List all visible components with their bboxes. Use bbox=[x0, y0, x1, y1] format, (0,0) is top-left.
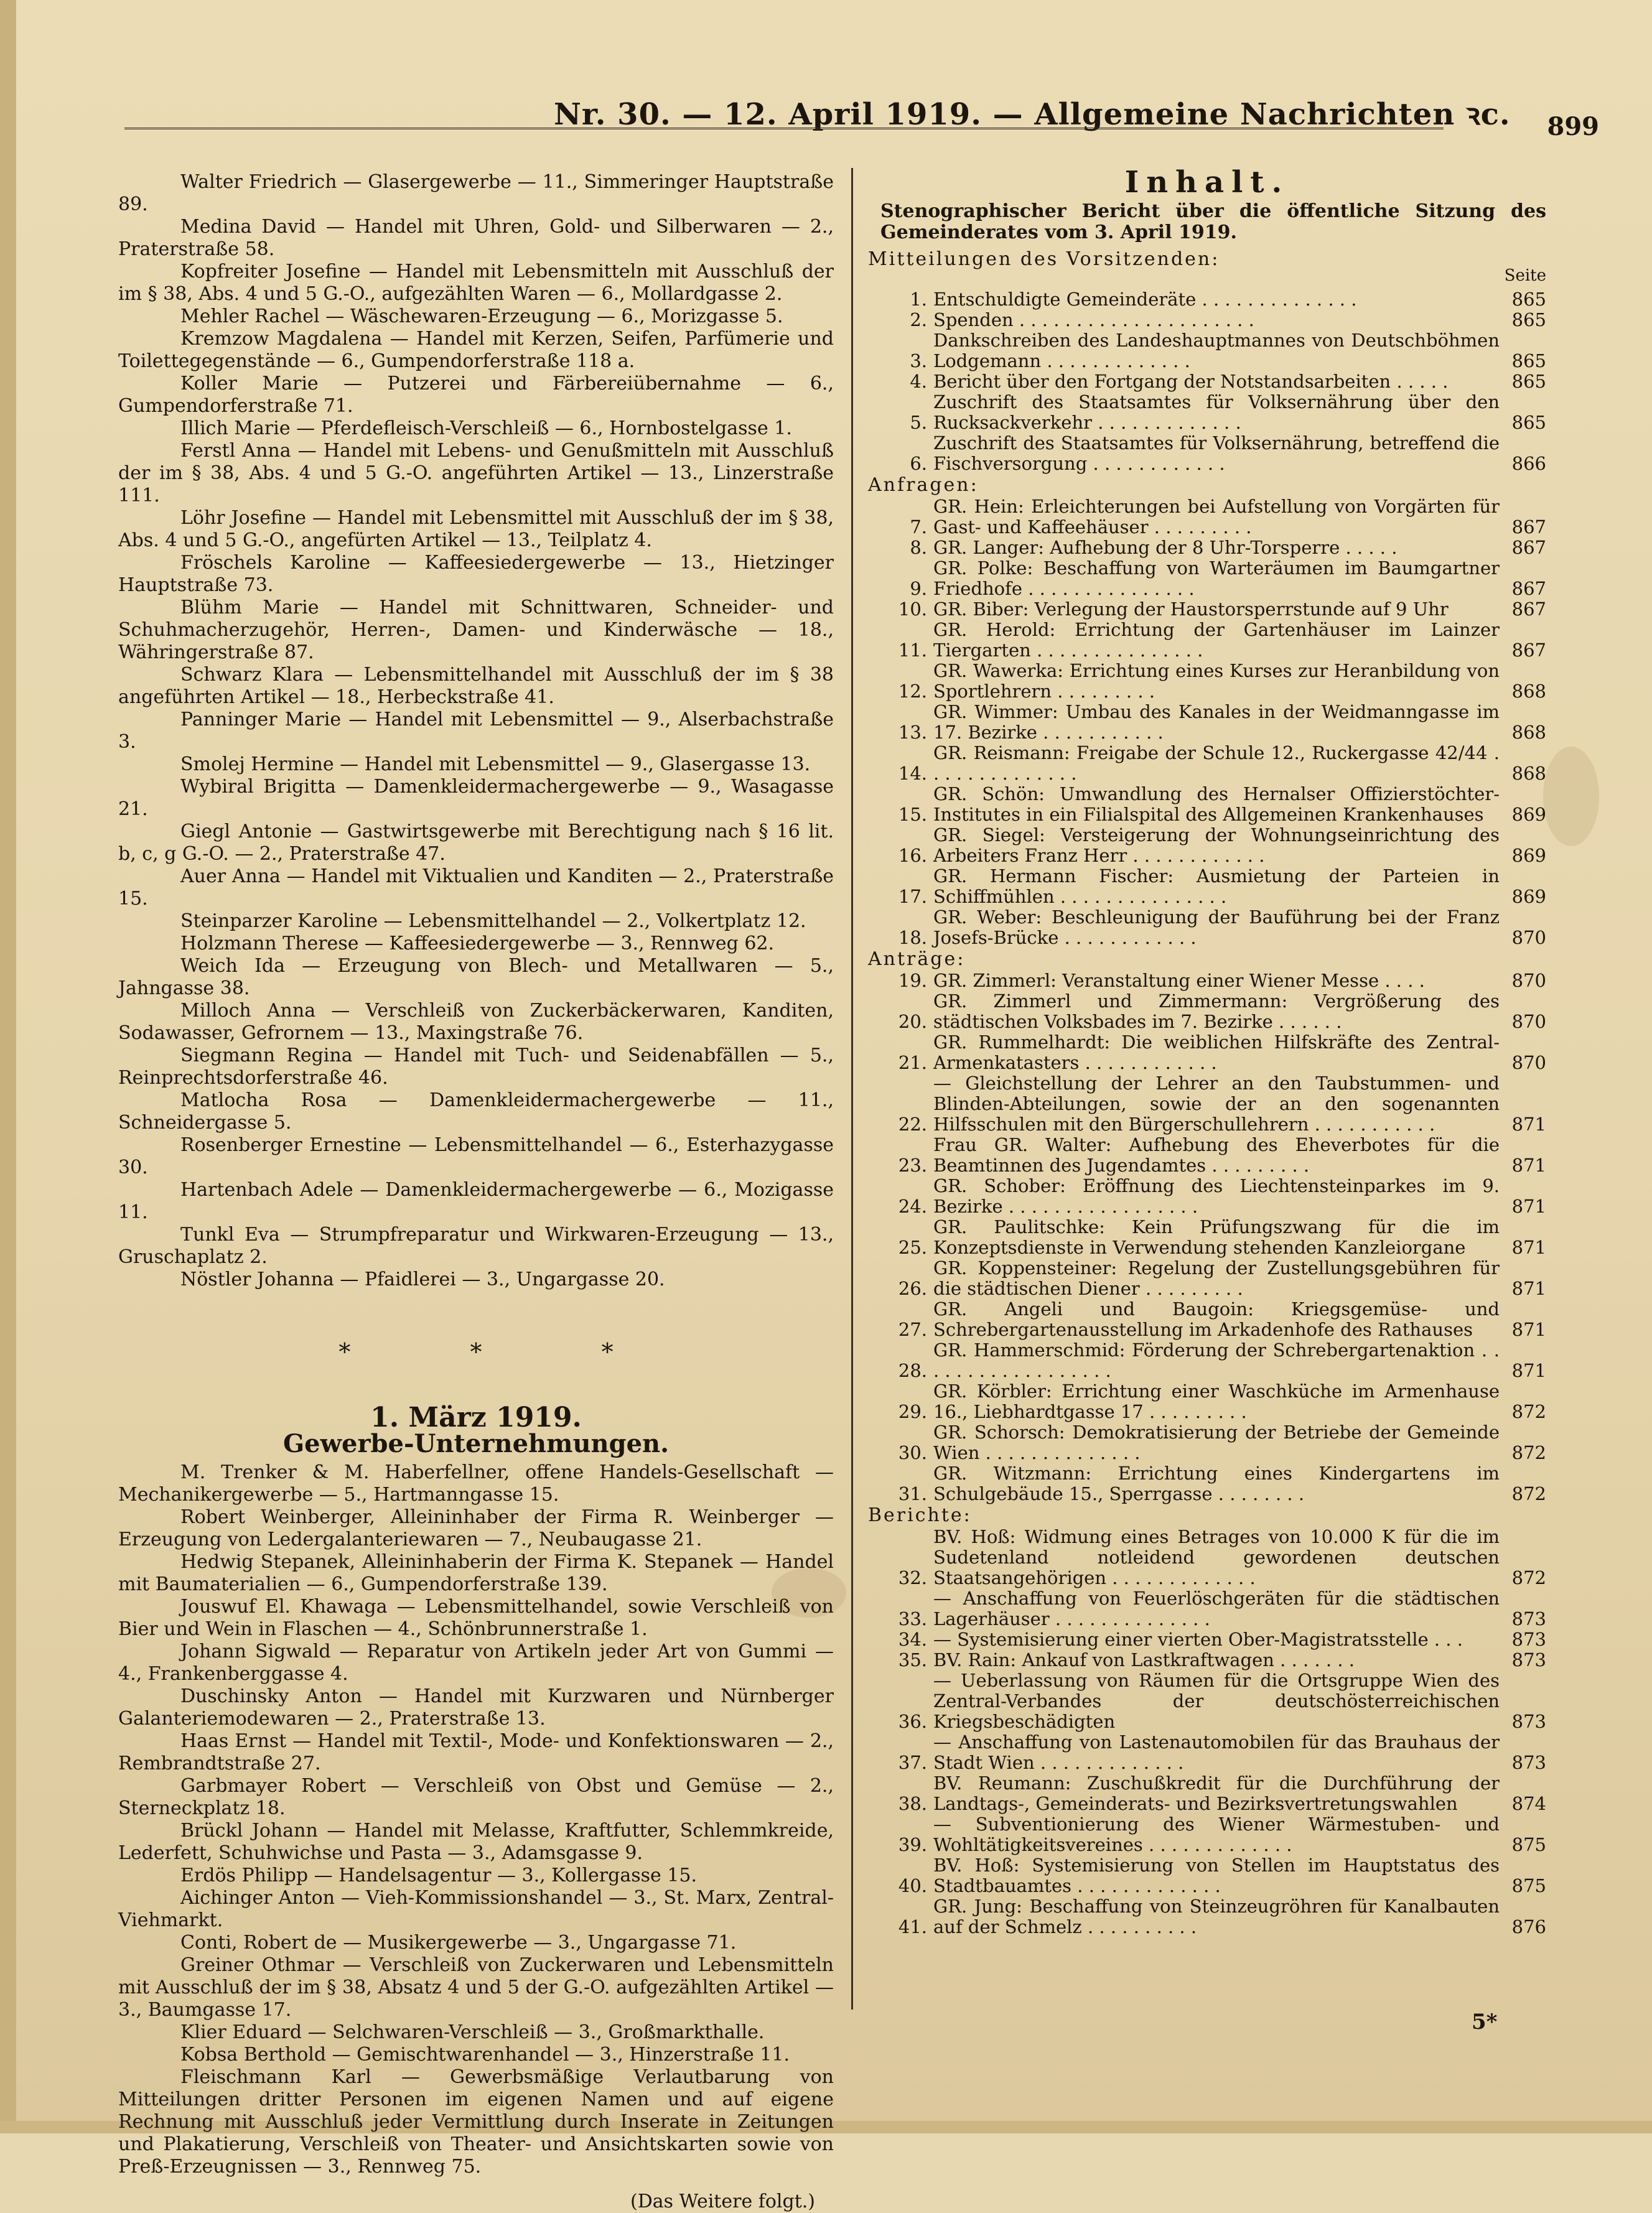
toc-item-page: 873 bbox=[1511, 1608, 1546, 1629]
toc-item-number: 12. bbox=[898, 681, 927, 702]
toc-item-text: Zuschrift des Staatsamtes für Volksernährung über den Rucksackverkehr . . . . . . . . . . . . . bbox=[933, 391, 1500, 433]
business-entry: Panninger Marie — Handel mit Lebensmittel — 9., Alserbachstraße 3. bbox=[118, 709, 834, 753]
toc-item-text: GR. Rummelhardt: Die weiblichen Hilfskräfte des Zentral-Armenkatasters . . . . . . . . . . . . bbox=[933, 1032, 1500, 1073]
business-entry: Haas Ernst — Handel mit Textil-, Mode- und Konfektionswaren — 2., Rembrandtstraße 27. bbox=[118, 1730, 834, 1774]
toc-item-text: — Ueberlassung von Räumen für die Ortsgruppe Wien des Zentral-Verbandes der deutschösterreichischen Kriegsbeschädigten bbox=[933, 1670, 1500, 1732]
toc-item-text: GR. Hermann Fischer: Ausmietung der Parteien in Schiffmühlen . . . . . . . . . . . . . . . bbox=[933, 865, 1500, 907]
business-entry: Wybiral Brigitta — Damenkleidermachergewerbe — 9., Wasagasse 21. bbox=[118, 776, 834, 820]
toc-item bbox=[868, 1073, 1546, 1135]
toc-item-number: 18. bbox=[898, 927, 927, 948]
toc-item bbox=[868, 1855, 1546, 1896]
toc-item-number: 36. bbox=[898, 1711, 927, 1732]
toc-item-number: 25. bbox=[898, 1237, 927, 1258]
toc-item-number: 29. bbox=[898, 1401, 927, 1422]
toc-item-page: 869 bbox=[1511, 804, 1546, 825]
toc-item bbox=[868, 1299, 1546, 1340]
toc-item bbox=[868, 825, 1546, 866]
toc-item-number: 35. bbox=[898, 1649, 927, 1670]
toc-item bbox=[868, 1176, 1546, 1217]
toc-item-number: 17. bbox=[898, 886, 927, 907]
toc-item bbox=[868, 538, 1546, 558]
toc-item-number: 8. bbox=[910, 537, 927, 558]
toc-item-text: GR. Herold: Errichtung der Gartenhäuser im Lainzer Tiergarten . . . . . . . . . . . . . . . bbox=[933, 619, 1500, 661]
toc-item-number: 3. bbox=[910, 350, 927, 371]
toc-group-title: Mitteilungen des Vorsitzenden: bbox=[868, 248, 1220, 270]
toc-item-number: 38. bbox=[898, 1793, 927, 1814]
toc-item bbox=[868, 1217, 1546, 1258]
toc-item-number: 28. bbox=[898, 1360, 927, 1381]
toc-item-text: BV. Hoß: Widmung eines Betrages von 10.000 K für die im Sudetenland notleidend gewordenen deutschen Staatsangehörigen . . . . . . . . . . . . . bbox=[933, 1526, 1500, 1588]
toc-item-number: 32. bbox=[898, 1567, 927, 1588]
toc-item bbox=[868, 496, 1546, 538]
toc-item-number: 16. bbox=[898, 845, 927, 866]
business-entry: Walter Friedrich — Glasergewerbe — 11., Simmeringer Hauptstraße 89. bbox=[118, 171, 834, 215]
toc-item-text: GR. Schorsch: Demokratisierung der Betriebe der Gemeinde Wien . . . . . . . . . . . . . . bbox=[933, 1422, 1500, 1463]
toc-item-page: 870 bbox=[1511, 927, 1546, 948]
toc-item-number: 30. bbox=[898, 1442, 927, 1463]
business-entry: Fleischmann Karl — Gewerbsmäßige Verlautbarung von Mitteilungen dritter Personen im eigenen Namen und auf eigene Rechnung mit Ausschluß jeder Vermittlung durch Inserate in Zeitungen und Plakatierung, Verschleiß von Theater- und Ansichtskarten sowie von Preß-Erzeugnissen — 3., Rennweg 75. bbox=[118, 2066, 834, 2178]
toc-item-text: — Systemisierung einer vierten Ober-Magistratsstelle . . . bbox=[933, 1629, 1463, 1650]
toc-item-text: GR. Weber: Beschleunigung der Bauführung bei der Franz Josefs-Brücke . . . . . . . . . . . . bbox=[933, 906, 1500, 948]
business-entry: Aichinger Anton — Vieh-Kommissionshandel — 3., St. Marx, Zentral-Viehmarkt. bbox=[118, 1887, 834, 1931]
header-rule bbox=[124, 128, 1444, 129]
toc-item bbox=[868, 289, 1546, 310]
section-heading: Gewerbe-Unternehmungen. bbox=[282, 1429, 670, 1458]
toc-item-page: 871 bbox=[1511, 1155, 1546, 1176]
toc-item-page: 873 bbox=[1511, 1711, 1546, 1732]
business-entry: Schwarz Klara — Lebensmittelhandel mit Ausschluß der im § 38 angeführten Artikel — 18., Herbeckstraße 41. bbox=[118, 664, 834, 708]
toc-item-number: 40. bbox=[898, 1875, 927, 1896]
toc-heading: Inhalt. bbox=[1124, 165, 1290, 200]
toc-item bbox=[868, 1629, 1546, 1650]
toc-item-text: GR. Jung: Beschaffung von Steinzeugröhren für Kanalbauten auf der Schmelz . . . . . . . . . . bbox=[933, 1896, 1500, 1937]
toc-item bbox=[868, 330, 1546, 371]
toc-item-text: GR. Paulitschke: Kein Prüfungszwang für die im Konzeptsdienste in Verwendung stehenden Kanzleiorgane bbox=[933, 1216, 1500, 1258]
toc-item-text: GR. Schön: Umwandlung des Hernalser Offizierstöchter-Institutes in ein Filialspital des Allgemeinen Krankenhauses bbox=[933, 783, 1500, 825]
toc-item bbox=[868, 310, 1546, 330]
toc-item-text: GR. Hammerschmid: Förderung der Schrebergartenaktion . . . . . . . . . . . . . . . . . . bbox=[933, 1339, 1500, 1381]
business-entry: Steinparzer Karoline — Lebensmittelhandel — 2., Volkertplatz 12. bbox=[180, 910, 806, 932]
left-column bbox=[118, 171, 834, 2213]
toc-item-page: 867 bbox=[1511, 578, 1546, 599]
toc-item-page: 875 bbox=[1511, 1834, 1546, 1855]
toc-item bbox=[868, 371, 1546, 392]
business-entry: Johann Sigwald — Reparatur von Artikeln jeder Art von Gummi — 4., Frankenberggasse 4. bbox=[118, 1641, 834, 1685]
business-entry: Medina David — Handel mit Uhren, Gold- und Silberwaren — 2., Praterstraße 58. bbox=[118, 216, 834, 260]
business-entry: Mehler Rachel — Wäschewaren-Erzeugung — 6., Morizgasse 5. bbox=[180, 305, 783, 327]
toc-item-number: 37. bbox=[898, 1752, 927, 1773]
toc-item bbox=[868, 1732, 1546, 1773]
toc-item-page: 865 bbox=[1511, 371, 1546, 392]
business-list-b bbox=[118, 1461, 834, 2178]
toc-item bbox=[868, 558, 1546, 599]
toc-item bbox=[868, 1773, 1546, 1814]
toc-item bbox=[868, 1896, 1546, 1937]
toc-item bbox=[868, 1670, 1546, 1732]
toc-item-number: 9. bbox=[910, 578, 927, 599]
toc-group-title: Anträge: bbox=[868, 948, 966, 970]
toc-item-number: 10. bbox=[898, 599, 927, 620]
toc-item-page: 870 bbox=[1511, 970, 1546, 991]
toc-item bbox=[868, 971, 1546, 991]
toc-item-number: 13. bbox=[898, 722, 927, 743]
toc-item bbox=[868, 866, 1546, 907]
toc-item-text: BV. Rain: Ankauf von Lastkraftwagen . . . . . . . bbox=[933, 1649, 1355, 1670]
toc-item-text: GR. Reismann: Freigabe der Schule 12., Ruckergasse 42/44 . . . . . . . . . . . . . . bbox=[933, 742, 1500, 784]
toc-item-page: 874 bbox=[1511, 1793, 1546, 1814]
toc-item-page: 867 bbox=[1511, 516, 1546, 538]
toc-item-number: 15. bbox=[898, 804, 927, 825]
toc-item-number: 14. bbox=[898, 763, 927, 784]
toc-groups bbox=[868, 248, 1546, 1937]
business-entry: Brückl Johann — Handel mit Melasse, Kraftfutter, Schlemmkreide, Lederfett, Schuhwichse und Pasta — 3., Adamsgasse 9. bbox=[118, 1820, 834, 1864]
business-entry: Nöstler Johanna — Pfaidlerei — 3., Ungargasse 20. bbox=[180, 1269, 665, 1290]
toc-item-text: — Anschaffung von Feuerlöschgeräten für die städtischen Lagerhäuser . . . . . . . . . . . . . . bbox=[933, 1588, 1500, 1629]
business-entry: Löhr Josefine — Handel mit Lebensmittel mit Ausschluß der im § 38, Abs. 4 und 5 G.-O., angefürten Artikel — 13., Teilplatz 4. bbox=[118, 507, 834, 551]
toc-item-page: 868 bbox=[1511, 722, 1546, 743]
toc-item-text: GR. Zimmerl und Zimmermann: Vergrößerung des städtischen Volksbades im 7. Bezirke . . . . . . bbox=[933, 990, 1500, 1032]
business-entry: Ferstl Anna — Handel mit Lebens- und Genußmitteln mit Ausschluß der im § 38, Abs. 4 und 5 G.-O. angeführten Artikel — 13., Linzerstraße 111. bbox=[118, 440, 834, 506]
toc-item-text: Zuschrift des Staatsamtes für Volksernährung, betreffend die Fischversorgung . . . . . . . . . . . . bbox=[933, 432, 1500, 474]
date-heading: 1. März 1919. bbox=[370, 1402, 582, 1433]
header-title: Nr. 30. — 12. April 1919. — Allgemeine Nachrichten ꝛc. bbox=[554, 97, 1511, 132]
column-divider bbox=[851, 168, 853, 2010]
continuation-note: (Das Weitere folgt.) bbox=[630, 2191, 815, 2212]
business-entry: Kremzow Magdalena — Handel mit Kerzen, Seifen, Parfümerie und Toilettegegenstände — 6., Gumpendorferstraße 118 a. bbox=[118, 328, 834, 372]
toc-item bbox=[868, 1032, 1546, 1073]
toc-item bbox=[868, 743, 1546, 784]
toc-item-text: GR. Langer: Aufhebung der 8 Uhr-Torsperre . . . . . bbox=[933, 537, 1398, 558]
toc-item-page: 876 bbox=[1511, 1916, 1546, 1937]
toc-item bbox=[868, 1650, 1546, 1670]
toc-item-number: 4. bbox=[910, 371, 927, 392]
toc-item-page: 865 bbox=[1511, 309, 1546, 330]
toc-item-page: 873 bbox=[1511, 1649, 1546, 1670]
toc-item-page: 865 bbox=[1511, 289, 1546, 310]
toc-item bbox=[868, 991, 1546, 1032]
toc-item-text: — Anschaffung von Lastenautomobilen für das Brauhaus der Stadt Wien . . . . . . . . . . . . . bbox=[933, 1731, 1500, 1773]
business-entry: Fröschels Karoline — Kaffeesiedergewerbe — 13., Hietzinger Hauptstraße 73. bbox=[118, 552, 834, 596]
toc-item bbox=[868, 661, 1546, 702]
business-entry: Garbmayer Robert — Verschleiß von Obst und Gemüse — 2., Sterneckplatz 18. bbox=[118, 1775, 834, 1819]
toc-item-page: 870 bbox=[1511, 1011, 1546, 1032]
business-entry: Hartenbach Adele — Damenkleidermachergewerbe — 6., Mozigasse 11. bbox=[118, 1179, 834, 1223]
toc-item-number: 21. bbox=[898, 1052, 927, 1073]
toc-item-number: 19. bbox=[898, 970, 927, 991]
toc-item-page: 875 bbox=[1511, 1875, 1546, 1896]
toc-group-title: Berichte: bbox=[868, 1504, 972, 1526]
toc-item-page: 869 bbox=[1511, 845, 1546, 866]
toc-item-number: 7. bbox=[910, 516, 927, 538]
toc-item-page: 872 bbox=[1511, 1567, 1546, 1588]
toc-item-number: 24. bbox=[898, 1196, 927, 1217]
business-entry: Smolej Hermine — Handel mit Lebensmittel — 9., Glasergasse 13. bbox=[180, 753, 811, 775]
toc-item bbox=[868, 1422, 1546, 1463]
toc-item bbox=[868, 1340, 1546, 1381]
toc-item bbox=[868, 620, 1546, 661]
business-entry: Giegl Antonie — Gastwirtsgewerbe mit Berechtigung nach § 16 lit. b, c, g G.-O. — 2., Praterstraße 47. bbox=[118, 821, 834, 865]
toc-item-page: 867 bbox=[1511, 537, 1546, 558]
toc-item-text: GR. Siegel: Versteigerung der Wohnungseinrichtung des Arbeiters Franz Herr . . . . . . . . . . . . bbox=[933, 824, 1500, 866]
toc-item-text: GR. Angeli und Baugoin: Kriegsgemüse- und Schrebergartenausstellung im Arkadenhofe des Rathauses bbox=[933, 1298, 1500, 1340]
toc-item-page: 871 bbox=[1511, 1196, 1546, 1217]
business-entry: Hedwig Stepanek, Alleininhaberin der Firma K. Stepanek — Handel mit Baumaterialien — 6., Gumpendorferstraße 139. bbox=[118, 1551, 834, 1595]
toc-item-number: 2. bbox=[910, 309, 927, 330]
toc-item-text: Bericht über den Fortgang der Notstandsarbeiten . . . . . bbox=[933, 371, 1449, 392]
toc-item bbox=[868, 1381, 1546, 1422]
toc-item bbox=[868, 392, 1546, 433]
toc-item-text: Spenden . . . . . . . . . . . . . . . . . . . . . bbox=[933, 309, 1254, 330]
toc-item bbox=[868, 1527, 1546, 1588]
toc-item-page: 867 bbox=[1511, 599, 1546, 620]
toc-item-page: 873 bbox=[1511, 1629, 1546, 1650]
section-stars: * * * bbox=[338, 1338, 670, 1366]
toc-item-page: 872 bbox=[1511, 1483, 1546, 1504]
business-entry: Greiner Othmar — Verschleiß von Zuckerwaren und Lebensmitteln mit Ausschluß der im § 38, Absatz 4 und 5 der G.-O. aufgezählten Artikel — 3., Baumgasse 17. bbox=[118, 1954, 834, 2021]
toc-item-page: 868 bbox=[1511, 681, 1546, 702]
business-entry: Conti, Robert de — Musikergewerbe — 3., Ungargasse 71. bbox=[180, 1932, 737, 1954]
toc-item-text: GR. Koppensteiner: Regelung der Zustellungsgebühren für die städtischen Diener . . . . . . . . . bbox=[933, 1257, 1500, 1299]
toc-item bbox=[868, 1588, 1546, 1629]
business-entry: Illich Marie — Pferdefleisch-Verschleiß — 6., Hornbostelgasse 1. bbox=[180, 417, 792, 439]
business-entry: Weich Ida — Erzeugung von Blech- und Metallwaren — 5., Jahngasse 38. bbox=[118, 955, 834, 999]
toc-item-text: Frau GR. Walter: Aufhebung des Eheverbotes für die Beamtinnen des Jugendamtes . . . . . . . . . bbox=[933, 1134, 1500, 1176]
toc-item-page: 872 bbox=[1511, 1401, 1546, 1422]
business-entry: Erdös Philipp — Handelsagentur — 3., Kollergasse 15. bbox=[180, 1865, 698, 1886]
toc-item-page: 865 bbox=[1511, 412, 1546, 433]
toc-item-text: GR. Zimmerl: Veranstaltung einer Wiener Messe . . . . bbox=[933, 970, 1425, 991]
page-header bbox=[124, 93, 1599, 141]
business-entry: Kopfreiter Josefine — Handel mit Lebensmitteln mit Ausschluß der im § 38, Abs. 4 und 5 G.-O., aufgezählten Waren — 6., Mollardgasse 2. bbox=[118, 261, 834, 305]
toc-item-page: 872 bbox=[1511, 1442, 1546, 1463]
toc-item bbox=[868, 1258, 1546, 1299]
toc-item-text: GR. Wimmer: Umbau des Kanales in der Weidmanngasse im 17. Bezirke . . . . . . . . . . . bbox=[933, 701, 1500, 743]
business-entry: Rosenberger Ernestine — Lebensmittelhandel — 6., Esterhazygasse 30. bbox=[118, 1134, 834, 1178]
toc-item-page: 868 bbox=[1511, 763, 1546, 784]
toc-item-number: 1. bbox=[910, 289, 927, 310]
toc-item-text: GR. Schober: Eröffnung des Liechtensteinparkes im 9. Bezirke . . . . . . . . . . . . . . . . . bbox=[933, 1175, 1500, 1217]
toc-item-text: BV. Reumann: Zuschußkredit für die Durchführung der Landtags-, Gemeinderats- und Bezirksvertretungswahlen bbox=[933, 1773, 1500, 1814]
business-entry: Jouswuf El. Khawaga — Lebensmittelhandel, sowie Verschleiß von Bier und Wein in Flaschen — 4., Schönbrunnerstraße 1. bbox=[118, 1596, 834, 1640]
toc-item-text: — Subventionierung des Wiener Wärmestuben- und Wohltätigkeitsvereines . . . . . . . . . . . . . bbox=[933, 1814, 1500, 1855]
toc-item bbox=[868, 907, 1546, 948]
toc-item-text: GR. Wawerka: Errichtung eines Kurses zur Heranbildung von Sportlehrern . . . . . . . . . bbox=[933, 660, 1500, 702]
business-entry: Duschinsky Anton — Handel mit Kurzwaren und Nürnberger Galanteriemodewaren — 2., Praterstraße 13. bbox=[118, 1685, 834, 1730]
toc-item-text: BV. Hoß: Systemisierung von Stellen im Hauptstatus des Stadtbauamtes . . . . . . . . . . . . . bbox=[933, 1855, 1500, 1896]
toc-item-number: 6. bbox=[910, 453, 927, 474]
toc-item-number: 33. bbox=[898, 1608, 927, 1629]
toc-item-page: 871 bbox=[1511, 1319, 1546, 1340]
toc-item bbox=[868, 1135, 1546, 1176]
toc-item-number: 5. bbox=[910, 412, 927, 433]
business-list-a bbox=[118, 171, 834, 1291]
business-entry: Holzmann Therese — Kaffeesiedergewerbe — 3., Rennweg 62. bbox=[180, 933, 775, 954]
toc-item-page: 865 bbox=[1511, 350, 1546, 371]
business-entry: Tunkl Eva — Strumpfreparatur und Wirkwaren-Erzeugung — 13., Gruschaplatz 2. bbox=[118, 1224, 834, 1268]
toc-item-text: GR. Hein: Erleichterungen bei Aufstellung von Vorgärten für Gast- und Kaffeehäuser . . . . . . . . . bbox=[933, 496, 1500, 538]
paper-stain bbox=[1543, 747, 1599, 846]
toc-item-number: 11. bbox=[898, 640, 927, 661]
toc-item-number: 31. bbox=[898, 1483, 927, 1504]
toc-item bbox=[868, 433, 1546, 474]
toc-item-text: GR. Polke: Beschaffung von Warteräumen im Baumgartner Friedhofe . . . . . . . . . . . . . . . bbox=[933, 557, 1500, 599]
business-entry: Matlocha Rosa — Damenkleidermachergewerbe — 11., Schneidergasse 5. bbox=[118, 1089, 834, 1134]
signature-mark: 5* bbox=[1472, 2010, 1498, 2034]
toc-item bbox=[868, 1463, 1546, 1504]
toc-item-page: 867 bbox=[1511, 640, 1546, 661]
business-entry: Milloch Anna — Verschleiß von Zuckerbäckerwaren, Kanditen, Sodawasser, Gefrornem — 13., Maxingstraße 76. bbox=[118, 1000, 834, 1044]
toc-item-text: Entschuldigte Gemeinderäte . . . . . . . . . . . . . . bbox=[933, 289, 1357, 310]
toc-item-page: 871 bbox=[1511, 1360, 1546, 1381]
toc-group-title: Anfragen: bbox=[868, 474, 979, 496]
business-entry: Siegmann Regina — Handel mit Tuch- und Seidenabfällen — 5., Reinprechtsdorferstraße 46. bbox=[118, 1045, 834, 1089]
toc-item-page: 871 bbox=[1511, 1237, 1546, 1258]
toc-item bbox=[868, 599, 1546, 620]
toc-item-number: 23. bbox=[898, 1155, 927, 1176]
toc-item-text: GR. Witzmann: Errichtung eines Kindergartens im Schulgebäude 15., Sperrgasse . . . . . . . . bbox=[933, 1463, 1500, 1504]
page-number: 899 bbox=[1547, 112, 1599, 141]
toc-item-number: 27. bbox=[898, 1319, 927, 1340]
toc-item bbox=[868, 702, 1546, 743]
business-entry: Auer Anna — Handel mit Viktualien und Kanditen — 2., Praterstraße 15. bbox=[118, 865, 834, 910]
toc-item-text: — Gleichstellung der Lehrer an den Taubstummen- und Blinden-Abteilungen, sowie der an den sogenannten Hilfsschulen mit den Bürgerschullehrern . . . . . . . . . . . bbox=[933, 1073, 1500, 1135]
toc-item-page: 870 bbox=[1511, 1052, 1546, 1073]
seite-label: Seite bbox=[1504, 266, 1546, 285]
page-left-edge bbox=[0, 0, 16, 2133]
toc-subheading: Stenographischer Bericht über die öffentliche Sitzung des Gemeinderates vom 3. April 1919. bbox=[880, 200, 1546, 243]
business-entry: M. Trenker & M. Haberfellner, offene Handels-Gesellschaft — Mechanikergewerbe — 5., Hartmanngasse 15. bbox=[118, 1461, 834, 1506]
toc-item-number: 20. bbox=[898, 1011, 927, 1032]
toc-item-page: 871 bbox=[1511, 1278, 1546, 1299]
toc-item-page: 871 bbox=[1511, 1114, 1546, 1135]
toc-item-text: GR. Biber: Verlegung der Haustorsperrstunde auf 9 Uhr bbox=[933, 599, 1449, 620]
toc-item-number: 34. bbox=[898, 1629, 927, 1650]
toc-item bbox=[868, 1814, 1546, 1855]
business-entry: Klier Eduard — Selchwaren-Verschleiß — 3., Großmarkthalle. bbox=[180, 2021, 765, 2043]
business-entry: Blühm Marie — Handel mit Schnittwaren, Schneider- und Schuhmacherzugehör, Herren-, Damen- und Kinderwäsche — 18., Währingerstraße 87. bbox=[118, 597, 834, 663]
business-entry: Koller Marie — Putzerei und Färbereiübernahme — 6., Gumpendorferstraße 71. bbox=[118, 373, 834, 417]
right-column bbox=[868, 165, 1546, 1937]
business-entry: Kobsa Berthold — Gemischtwarenhandel — 3., Hinzerstraße 11. bbox=[180, 2044, 790, 2066]
toc-item-text: GR. Körbler: Errichtung einer Waschküche im Armenhause 16., Liebhardtgasse 17 . . . . . . . . . bbox=[933, 1381, 1500, 1422]
toc-item-page: 869 bbox=[1511, 886, 1546, 907]
toc-item-number: 26. bbox=[898, 1278, 927, 1299]
toc-item-page: 866 bbox=[1511, 453, 1546, 474]
business-entry: Robert Weinberger, Alleininhaber der Firma R. Weinberger — Erzeugung von Ledergalanteriewaren — 7., Neubaugasse 21. bbox=[118, 1506, 834, 1550]
toc-item-number: 39. bbox=[898, 1834, 927, 1855]
toc-item bbox=[868, 784, 1546, 825]
toc-item-number: 22. bbox=[898, 1114, 927, 1135]
toc-item-number: 41. bbox=[898, 1916, 927, 1937]
toc-item-text: Dankschreiben des Landeshauptmannes von Deutschböhmen Lodgemann . . . . . . . . . . . . . bbox=[933, 330, 1500, 371]
toc-item-page: 873 bbox=[1511, 1752, 1546, 1773]
